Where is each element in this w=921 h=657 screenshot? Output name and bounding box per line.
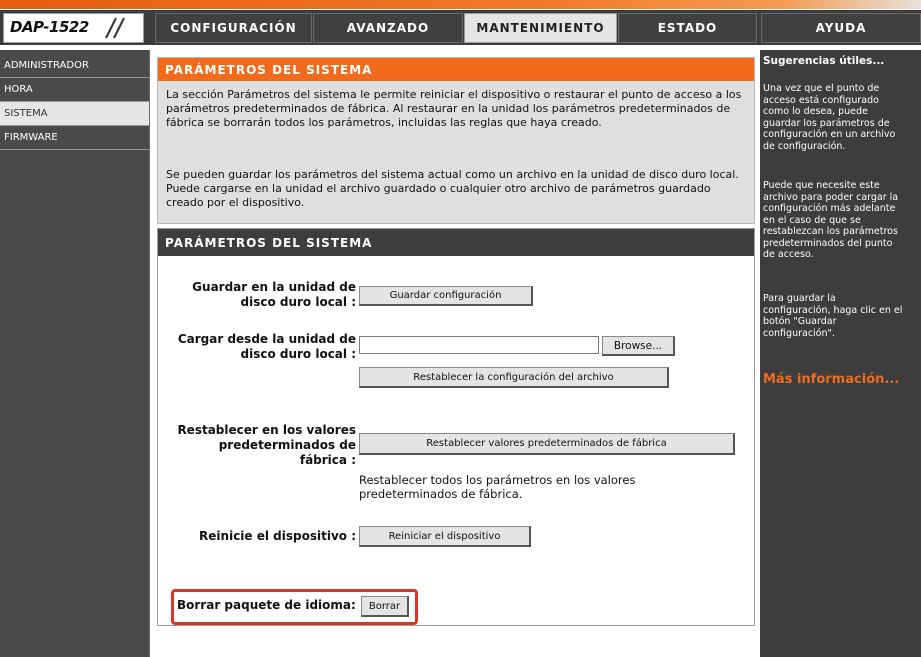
save-config-button[interactable]: Guardar configuración (359, 286, 533, 306)
tab-estado[interactable] (618, 13, 757, 43)
sidebar-item-administrador[interactable] (0, 54, 149, 78)
help-paragraph-3 (763, 293, 921, 339)
factory-label-line-1: Restablecer en los valores (177, 423, 356, 437)
help-line: configuración, haga clic en el (763, 304, 903, 316)
sidebar-item-firmware[interactable] (0, 126, 149, 150)
help-line: configuración más adelante (763, 203, 896, 214)
logo-text: DAP-1522 (10, 18, 89, 36)
help-line: predeterminados del punto (763, 237, 893, 249)
help-panel (760, 50, 921, 657)
help-line: como lo desea, puede (763, 106, 868, 117)
reboot-button[interactable]: Reiniciar el dispositivo (359, 526, 531, 547)
help-line: de configuración. (763, 140, 846, 152)
help-line: Para guardar la (763, 293, 836, 304)
help-line: guardar los parámetros de (763, 117, 890, 129)
save-label-line-1: Guardar en la unidad de (192, 280, 356, 294)
factory-note-line-1: Restablecer todos los parámetros en los valores (359, 473, 636, 487)
help-line: restablezcan los parámetros (763, 226, 898, 237)
tab-label: AVANZADO (346, 21, 430, 35)
help-line: Una vez que el punto de (763, 83, 880, 94)
sidebar-item-hora[interactable] (0, 78, 149, 102)
save-label-line-2: disco duro local : (240, 295, 356, 309)
more-info-link[interactable]: Más información... (763, 372, 900, 387)
tab-mantenimiento[interactable] (464, 13, 617, 43)
help-line: botón "Guardar (763, 316, 837, 327)
help-paragraph-1 (763, 83, 921, 152)
restore-from-file-button[interactable]: Restablecer la configuración del archivo (359, 367, 669, 388)
tab-label: MANTENIMIENTO (476, 21, 605, 35)
sidebar-item-label: FIRMWARE (4, 132, 58, 143)
intro-paragraph-1: La sección Parámetros del sistema le permite reiniciar el dispositivo o restaurar el punto de acceso a los parámetros predeterminados de fábrica. Al restaurar en la unidad los parámetros predeterminados de fábrica se borrarán todos los parámetros, incluidas las reglas que haya creado. (166, 88, 742, 129)
help-line: acceso está configurado (763, 94, 879, 106)
logo-slashes-icon (100, 17, 140, 39)
help-line: de acceso. (763, 249, 814, 260)
factory-label-line-2: predeterminados de (218, 438, 356, 452)
help-line: Puede que necesite este (763, 180, 880, 191)
load-label-line-2: disco duro local : (240, 347, 356, 361)
tab-label: ESTADO (657, 21, 718, 35)
tab-avanzado[interactable] (313, 13, 463, 43)
tab-configuracion[interactable] (155, 13, 312, 43)
load-field-label (160, 332, 356, 362)
help-line: archivo para poder cargar la (763, 191, 899, 203)
tab-label: AYUDA (815, 21, 867, 35)
clear-language-button[interactable]: Borrar (361, 596, 409, 617)
sidebar-item-label: ADMINISTRADOR (4, 60, 89, 71)
sidebar (0, 50, 150, 657)
sidebar-item-label: SISTEMA (4, 108, 48, 119)
file-input[interactable] (359, 336, 599, 354)
save-field-label (160, 280, 356, 310)
browse-button[interactable]: Browse... (602, 336, 675, 356)
tab-label: CONFIGURACIÓN (170, 21, 297, 35)
factory-note-line-2: predeterminados de fábrica. (359, 487, 523, 501)
help-line: configuración en un archivo (763, 129, 896, 140)
top-accent-strip (0, 0, 921, 9)
tab-ayuda[interactable] (761, 13, 921, 43)
help-line: configuración". (763, 327, 835, 339)
sidebar-item-sistema[interactable] (0, 102, 149, 126)
factory-reset-button[interactable]: Restablecer valores predeterminados de fábrica (359, 433, 735, 455)
logo (3, 13, 144, 43)
clear-language-label: Borrar paquete de idioma: (177, 598, 356, 612)
intro-title: PARÁMETROS DEL SISTEMA (158, 58, 754, 81)
factory-label-line-3: fábrica : (299, 453, 356, 467)
factory-note (359, 473, 739, 501)
settings-title: PARÁMETROS DEL SISTEMA (158, 229, 754, 256)
help-title: Sugerencias útiles... (763, 55, 885, 67)
help-line: en el caso de que se (763, 214, 861, 226)
reboot-field-label: Reinicie el dispositivo : (199, 529, 356, 543)
sidebar-item-label: HORA (4, 84, 33, 95)
intro-paragraph-2: Se pueden guardar los parámetros del sistema actual como un archivo en la unidad de disco duro local. Puede cargarse en la unidad el archivo guardado o cualquier otro archivo de parámetros guardado creado por el dispositivo. (166, 168, 739, 209)
factory-field-label (160, 423, 356, 468)
load-label-line-1: Cargar desde la unidad de (177, 332, 356, 346)
help-paragraph-2 (763, 180, 921, 261)
